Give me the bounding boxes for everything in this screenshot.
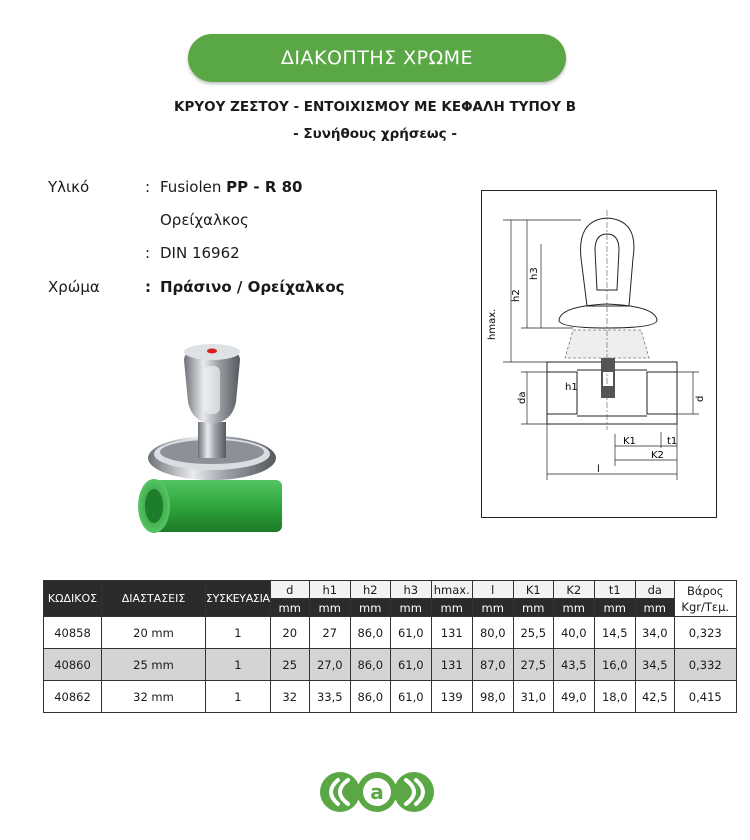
cell-k2: 49,0 (553, 681, 594, 713)
standard-colon: : (145, 244, 151, 262)
cell-d: 20 (270, 617, 309, 649)
cell-code: 40862 (44, 681, 102, 713)
title-banner (188, 34, 566, 82)
header-hmax: hmax. (431, 581, 472, 599)
cell-h2: 86,0 (350, 617, 390, 649)
cell-k1: 27,5 (513, 649, 553, 681)
cell-code: 40858 (44, 617, 102, 649)
brand-logo-icon (318, 770, 436, 814)
unit-h1: mm (309, 599, 350, 617)
header-weight-line1: Βάρος (686, 583, 724, 598)
material-value-brass: Ορείχαλκος (160, 211, 249, 229)
dim-hmax: hmax. (487, 308, 498, 340)
dim-h1: h1 (565, 382, 578, 393)
cell-l: 98,0 (472, 681, 513, 713)
cell-hmax: 131 (431, 617, 472, 649)
cell-hmax: 139 (431, 681, 472, 713)
unit-h3: mm (390, 599, 431, 617)
unit-da: mm (635, 599, 674, 617)
table-row (44, 617, 737, 649)
cell-h1: 33,5 (309, 681, 350, 713)
header-h1: h1 (309, 581, 350, 599)
cell-t1: 14,5 (594, 617, 635, 649)
material-value-bold: PP - R 80 (226, 178, 303, 196)
dim-k1: K1 (623, 436, 636, 447)
cell-pack: 1 (206, 649, 271, 681)
cell-t1: 18,0 (594, 681, 635, 713)
cell-dim: 25 mm (102, 649, 206, 681)
cell-weight: 0,415 (674, 681, 736, 713)
dim-da: da (517, 391, 528, 404)
header-weight-line2: Kgr/Τεμ. (681, 599, 730, 614)
standard-value: DIN 16962 (160, 244, 240, 262)
cell-l: 80,0 (472, 617, 513, 649)
material-value-plain: Fusiolen (160, 178, 227, 196)
header-h3: h3 (390, 581, 431, 599)
product-photo (132, 330, 286, 544)
cell-weight: 0,332 (674, 649, 736, 681)
color-label: Χρώμα (48, 278, 100, 296)
cell-hmax: 131 (431, 649, 472, 681)
cell-h2: 86,0 (350, 681, 390, 713)
page-title: ΔΙΑΚΟΠΤΗΣ ΧΡΩΜΕ (280, 47, 474, 69)
header-pack: ΣΥΣΚΕΥΑΣΙΑ (206, 581, 271, 617)
subtitle-common-use: - Συνήθους χρήσεως - (293, 126, 457, 142)
table-row (44, 649, 737, 681)
cell-t1: 16,0 (594, 649, 635, 681)
table-row (44, 681, 737, 713)
cell-weight: 0,323 (674, 617, 736, 649)
header-k1: K1 (513, 581, 553, 599)
unit-l: mm (472, 599, 513, 617)
cell-dim: 32 mm (102, 681, 206, 713)
header-d: d (270, 581, 309, 599)
unit-k1: mm (513, 599, 553, 617)
dim-d: d (695, 395, 706, 402)
header-code: ΚΩΔΙΚΟΣ (44, 581, 102, 617)
unit-d: mm (270, 599, 309, 617)
cell-code: 40860 (44, 649, 102, 681)
header-h2: h2 (350, 581, 390, 599)
header-l: l (472, 581, 513, 599)
cell-h3: 61,0 (390, 681, 431, 713)
cell-dim: 20 mm (102, 617, 206, 649)
header-da: da (635, 581, 674, 599)
subtitle-usage: ΚΡΥΟΥ ΖΕΣΤΟΥ - ΕΝΤΟΙΧΙΣΜΟΥ ΜΕ ΚΕΦΑΛΗ ΤΥΠΟΥ Β (174, 99, 576, 115)
cell-k1: 31,0 (513, 681, 553, 713)
color-colon: : (145, 278, 151, 296)
cell-da: 34,5 (635, 649, 674, 681)
cell-h1: 27 (309, 617, 350, 649)
header-k2: K2 (553, 581, 594, 599)
cell-d: 25 (270, 649, 309, 681)
cell-da: 34,0 (635, 617, 674, 649)
unit-hmax: mm (431, 599, 472, 617)
cell-pack: 1 (206, 681, 271, 713)
cell-h3: 61,0 (390, 617, 431, 649)
header-weight (674, 581, 736, 617)
dim-h2: h2 (511, 289, 522, 302)
header-t1: t1 (594, 581, 635, 599)
cell-k2: 40,0 (553, 617, 594, 649)
cell-h3: 61,0 (390, 649, 431, 681)
material-colon: : (145, 178, 151, 196)
dimensions-table (43, 580, 737, 713)
unit-k2: mm (553, 599, 594, 617)
unit-h2: mm (350, 599, 390, 617)
cell-l: 87,0 (472, 649, 513, 681)
cell-d: 32 (270, 681, 309, 713)
dim-l: l (597, 464, 600, 475)
dim-k2: K2 (651, 450, 664, 461)
cell-h2: 86,0 (350, 649, 390, 681)
cell-k1: 25,5 (513, 617, 553, 649)
dim-h3: h3 (529, 267, 540, 280)
cell-da: 42,5 (635, 681, 674, 713)
cell-k2: 43,5 (553, 649, 594, 681)
cell-pack: 1 (206, 617, 271, 649)
dim-t1: t1 (667, 436, 678, 447)
material-value (160, 178, 302, 196)
material-label: Υλικό (48, 178, 90, 196)
unit-t1: mm (594, 599, 635, 617)
header-dimensions: ΔΙΑΣΤΑΣΕΙΣ (102, 581, 206, 617)
technical-drawing-icon (481, 190, 717, 518)
color-value: Πράσινο / Ορείχαλκος (160, 278, 345, 296)
cell-h1: 27,0 (309, 649, 350, 681)
svg-text:a: a (370, 780, 384, 804)
